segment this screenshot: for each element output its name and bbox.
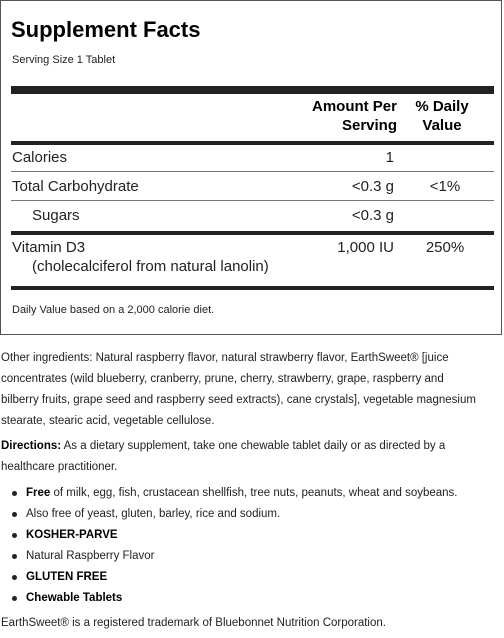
directions-label: Directions: <box>1 440 62 452</box>
list-item: Chewable Tablets <box>26 588 496 609</box>
row-label-vitamin-d3: Vitamin D3 <box>12 239 86 256</box>
feature-list <box>0 483 496 609</box>
row-divider <box>11 200 494 201</box>
row-dv-vitamin-d3: 250% <box>425 239 465 256</box>
trademark-notice: EarthSweet® is a registered trademark of Bluebonnet Nutrition Corporation. <box>1 617 386 629</box>
other-ingredients: Other ingredients: Natural raspberry flavor, natural strawberry flavor, EarthSweet® [juice concentrates (wild blueberry, cranberry, prune, cherry, strawberry, grape, raspberry and bilberry fruits, grape seed and raspberry seed extracts), cane crystals], vegetable magnesium stearate, stearic acid, vegetable cellulose. <box>1 352 476 427</box>
section-divider <box>11 231 494 235</box>
list-item: Natural Raspberry Flavor <box>26 546 496 567</box>
top-thick-divider <box>11 86 494 94</box>
row-amount-vitamin-d3: 1,000 IU <box>337 239 394 256</box>
row-sublabel-vitamin-d3: (cholecalciferol from natural lanolin) <box>32 258 269 275</box>
row-amount-sugars: <0.3 g <box>351 207 394 224</box>
row-label-calories: Calories <box>12 149 68 166</box>
list-item: KOSHER-PARVE <box>26 525 496 546</box>
list-item: Also free of yeast, gluten, barley, rice and sodium. <box>26 504 496 525</box>
row-label-sugars: Sugars <box>32 207 80 224</box>
row-amount-calories: 1 <box>385 149 394 166</box>
header-daily-value: % Daily Value <box>415 98 469 134</box>
bottom-divider <box>11 286 494 290</box>
facts-title: Supplement Facts <box>11 17 201 42</box>
directions: Directions: As a dietary supplement, take one chewable tablet daily or as directed by a healthcare practitioner. <box>1 440 446 473</box>
row-label-total-carbohydrate: Total Carbohydrate <box>12 178 139 195</box>
header-amount-per-serving: Amount Per Serving <box>311 98 397 134</box>
row-amount-total-carbohydrate: <0.3 g <box>351 178 394 195</box>
list-item: Free of milk, egg, fish, crustacean shellfish, tree nuts, peanuts, wheat and soybeans. <box>26 483 496 504</box>
row-dv-total-carbohydrate: <1% <box>429 178 461 195</box>
header-divider <box>11 141 494 145</box>
directions-text: As a dietary supplement, take one chewable tablet daily or as directed by a <box>61 440 446 452</box>
daily-value-footnote: Daily Value based on a 2,000 calorie diet. <box>12 304 215 316</box>
list-item: GLUTEN FREE <box>26 567 496 588</box>
row-divider <box>11 171 494 172</box>
serving-size: Serving Size 1 Tablet <box>12 54 116 66</box>
